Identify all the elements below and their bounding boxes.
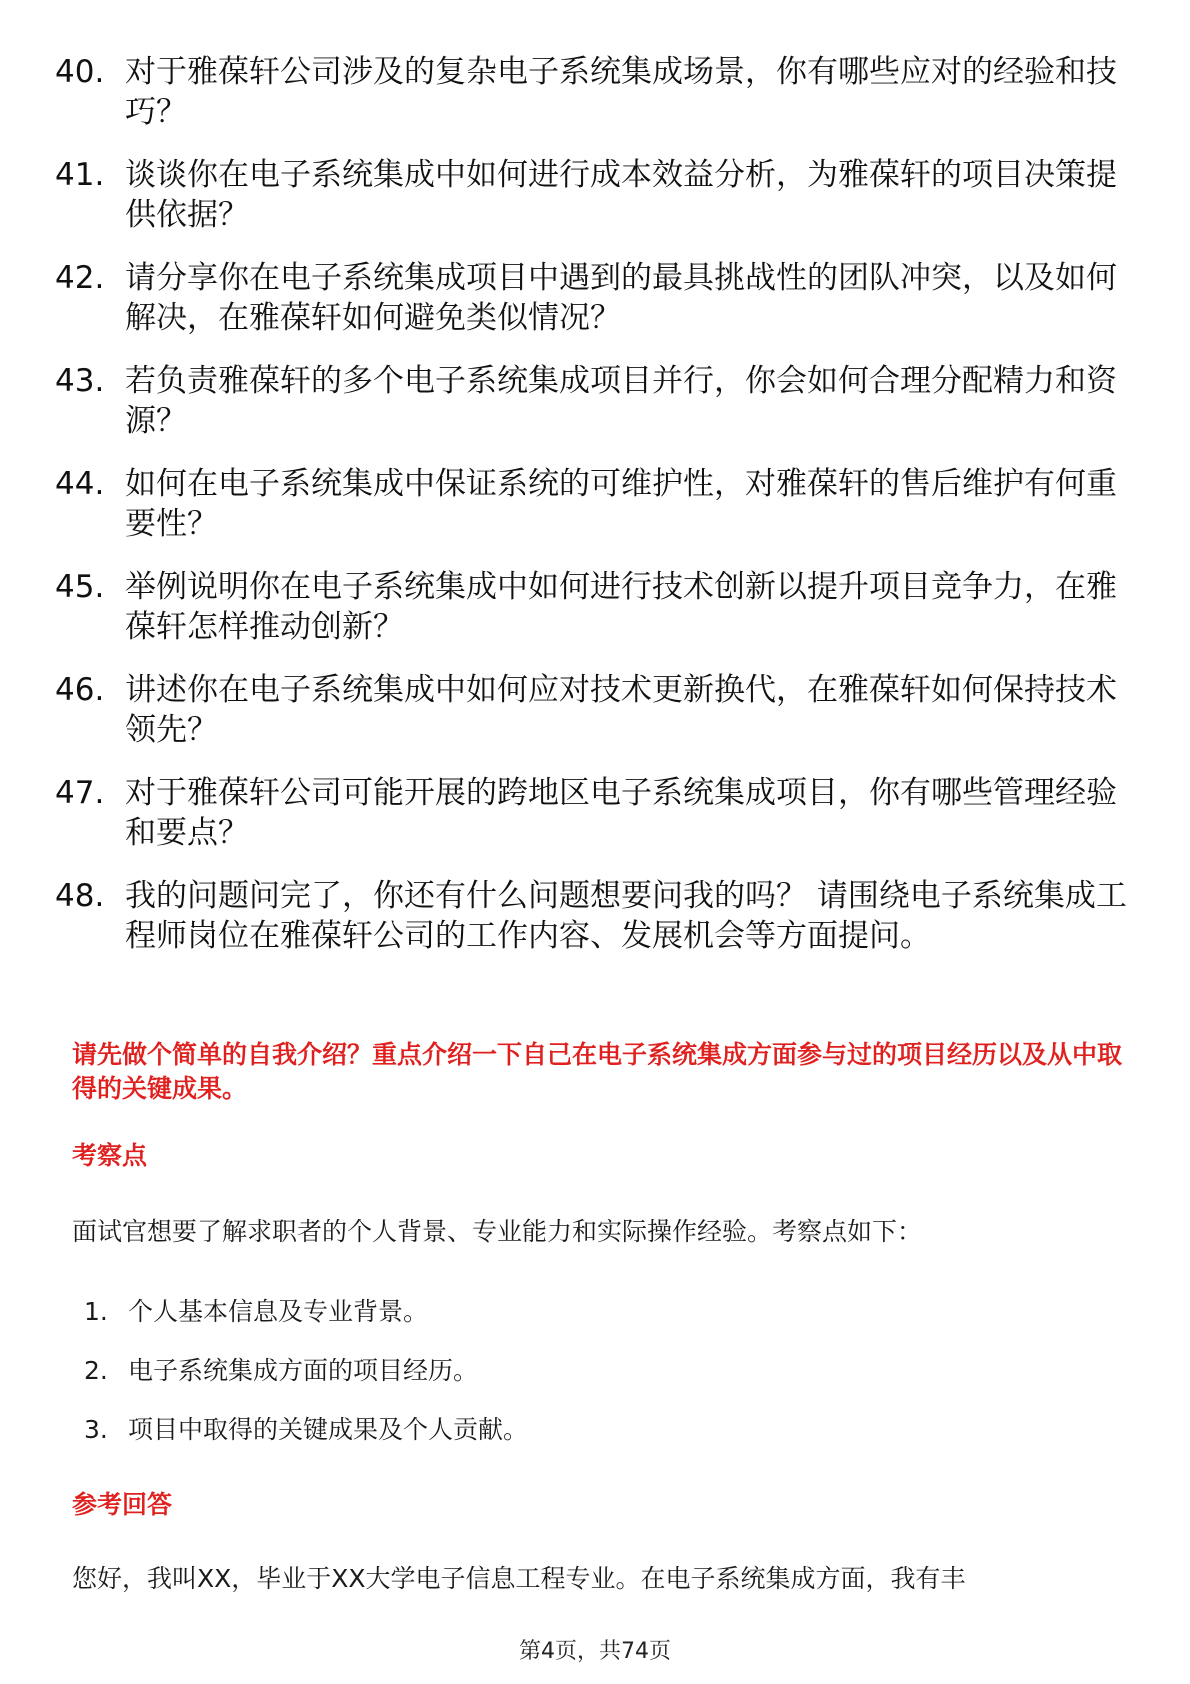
assessment-point <box>84 1355 528 1387</box>
section-title-reference-answer: 参考回答 <box>72 1490 173 1519</box>
question-list <box>55 52 1135 979</box>
point-text: 电子系统集成方面的项目经历。 <box>128 1356 479 1385</box>
question-item <box>55 670 1135 750</box>
question-number: 48. <box>55 878 105 914</box>
question-text: 对于雅葆轩公司可能开展的跨地区电子系统集成项目，你有哪些管理经验和要点？ <box>125 775 1117 851</box>
question-text: 谈谈你在电子系统集成中如何进行成本效益分析，为雅葆轩的项目决策提供依据？ <box>125 157 1117 233</box>
question-text: 如何在电子系统集成中保证系统的可维护性，对雅葆轩的售后维护有何重要性？ <box>125 466 1117 542</box>
point-text: 个人基本信息及专业背景。 <box>128 1297 429 1326</box>
question-item <box>55 361 1135 441</box>
assessment-point <box>84 1296 528 1328</box>
point-number: 1. <box>84 1297 108 1326</box>
page-footer: 第4页，共74页 <box>519 1639 671 1664</box>
question-number: 40. <box>55 54 105 90</box>
question-text: 请分享你在电子系统集成项目中遇到的最具挑战性的团队冲突，以及如何解决，在雅葆轩如何避免类似情况？ <box>125 260 1117 336</box>
assessment-intro: 面试官想要了解求职者的个人背景、专业能力和实际操作经验。考察点如下： <box>72 1217 923 1246</box>
reference-answer: 您好，我叫XX，毕业于XX大学电子信息工程专业。在电子系统集成方面，我有丰 <box>72 1564 966 1593</box>
question-number: 41. <box>55 157 105 193</box>
question-text: 举例说明你在电子系统集成中如何进行技术创新以提升项目竞争力，在雅葆轩怎样推动创新？ <box>125 569 1117 645</box>
question-text: 若负责雅葆轩的多个电子系统集成项目并行，你会如何合理分配精力和资源？ <box>125 363 1117 439</box>
question-text: 对于雅葆轩公司涉及的复杂电子系统集成场景，你有哪些应对的经验和技巧？ <box>125 54 1117 130</box>
assessment-point <box>84 1414 528 1446</box>
question-item <box>55 567 1135 647</box>
question-item <box>55 773 1135 853</box>
question-item <box>55 155 1135 235</box>
question-number: 43. <box>55 363 105 399</box>
assessment-point-list <box>84 1296 528 1473</box>
question-number: 44. <box>55 466 105 502</box>
highlighted-question: 请先做个简单的自我介绍？重点介绍一下自己在电子系统集成方面参与过的项目经历以及从中取得的关键成果。 <box>72 1040 1123 1103</box>
question-number: 46. <box>55 672 105 708</box>
question-number: 45. <box>55 569 105 605</box>
question-number: 42. <box>55 260 105 296</box>
point-number: 2. <box>84 1356 108 1385</box>
question-text: 讲述你在电子系统集成中如何应对技术更新换代，在雅葆轩如何保持技术领先？ <box>125 672 1117 748</box>
question-number: 47. <box>55 775 105 811</box>
section-title-assessment-points: 考察点 <box>72 1141 148 1170</box>
point-text: 项目中取得的关键成果及个人贡献。 <box>128 1415 529 1444</box>
question-item <box>55 464 1135 544</box>
question-item <box>55 258 1135 338</box>
question-text: 我的问题问完了，你还有什么问题想要问我的吗？ 请围绕电子系统集成工程师岗位在雅葆轩公司的工作内容、发展机会等方面提问。 <box>125 878 1127 954</box>
question-item <box>55 876 1135 956</box>
point-number: 3. <box>84 1415 108 1444</box>
question-item <box>55 52 1135 132</box>
